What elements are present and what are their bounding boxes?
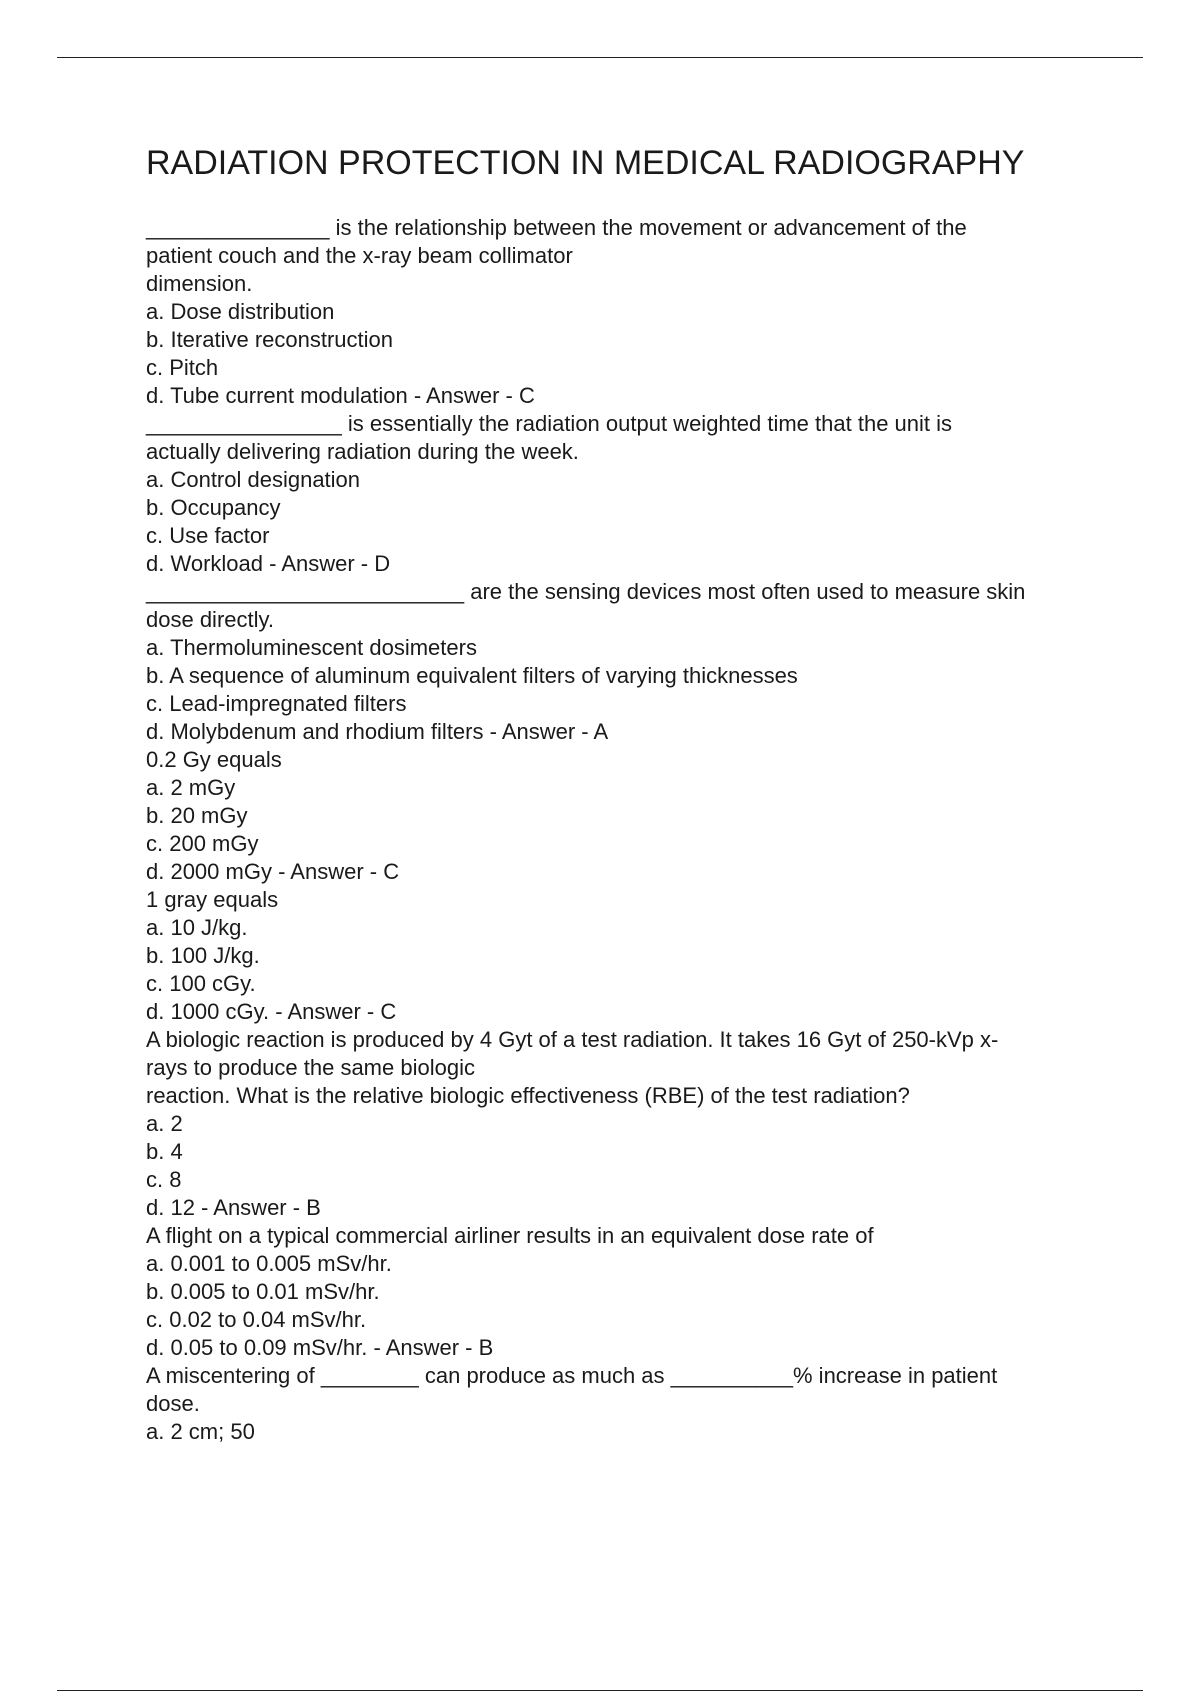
- text-line: a. 2 cm; 50: [146, 1419, 255, 1444]
- text-line: b. A sequence of aluminum equivalent filters of varying thicknesses: [146, 663, 798, 688]
- bottom-rule: [57, 1690, 1143, 1691]
- text-line: dose directly.: [146, 607, 274, 632]
- text-line: d. Workload - Answer - D: [146, 551, 391, 576]
- text-line: a. 0.001 to 0.005 mSv/hr.: [146, 1251, 392, 1276]
- text-line: d. Molybdenum and rhodium filters - Answer - A: [146, 719, 609, 744]
- text-line: d. Tube current modulation - Answer - C: [146, 383, 535, 408]
- text-line: d. 1000 cGy. - Answer - C: [146, 999, 397, 1024]
- text-line: dimension.: [146, 271, 253, 296]
- text-line: rays to produce the same biologic: [146, 1055, 475, 1080]
- text-line: 0.2 Gy equals: [146, 747, 282, 772]
- text-line: dose.: [146, 1391, 200, 1416]
- text-line: reaction. What is the relative biologic effectiveness (RBE) of the test radiation?: [146, 1083, 910, 1108]
- text-line: b. Iterative reconstruction: [146, 327, 394, 352]
- text-line: a. 10 J/kg.: [146, 915, 248, 940]
- text-line: c. 8: [146, 1167, 182, 1192]
- text-line: a. 2 mGy: [146, 775, 236, 800]
- text-line: c. Lead-impregnated filters: [146, 691, 407, 716]
- text-line: actually delivering radiation during the week.: [146, 439, 579, 464]
- text-line: A miscentering of ________ can produce as much as __________% increase in patient: [146, 1363, 998, 1388]
- top-rule: [57, 57, 1143, 58]
- text-line: ________________ is essentially the radiation output weighted time that the unit is: [146, 411, 953, 436]
- text-line: A biologic reaction is produced by 4 Gyt of a test radiation. It takes 16 Gyt of 250-kVp x-: [146, 1027, 999, 1052]
- text-line: A flight on a typical commercial airliner results in an equivalent dose rate of: [146, 1223, 874, 1248]
- page-title: RADIATION PROTECTION IN MEDICAL RADIOGRAPHY: [146, 144, 1025, 182]
- text-line: __________________________ are the sensing devices most often used to measure skin: [146, 579, 1026, 604]
- text-line: d. 2000 mGy - Answer - C: [146, 859, 400, 884]
- text-line: b. Occupancy: [146, 495, 281, 520]
- text-line: _______________ is the relationship between the movement or advancement of the: [146, 215, 967, 240]
- text-line: d. 0.05 to 0.09 mSv/hr. - Answer - B: [146, 1335, 494, 1360]
- text-line: c. 0.02 to 0.04 mSv/hr.: [146, 1307, 367, 1332]
- text-line: b. 4: [146, 1139, 183, 1164]
- text-line: b. 100 J/kg.: [146, 943, 260, 968]
- text-line: c. 100 cGy.: [146, 971, 256, 996]
- text-line: c. Pitch: [146, 355, 219, 380]
- question-list: [146, 214, 1106, 1446]
- text-line: d. 12 - Answer - B: [146, 1195, 321, 1220]
- text-line: 1 gray equals: [146, 887, 279, 912]
- text-line: c. 200 mGy: [146, 831, 259, 856]
- text-line: a. Thermoluminescent dosimeters: [146, 635, 477, 660]
- text-line: c. Use factor: [146, 523, 270, 548]
- text-line: b. 20 mGy: [146, 803, 248, 828]
- text-line: a. Control designation: [146, 467, 361, 492]
- text-line: a. 2: [146, 1111, 183, 1136]
- text-line: patient couch and the x-ray beam collimator: [146, 243, 573, 268]
- text-line: a. Dose distribution: [146, 299, 335, 324]
- text-line: b. 0.005 to 0.01 mSv/hr.: [146, 1279, 380, 1304]
